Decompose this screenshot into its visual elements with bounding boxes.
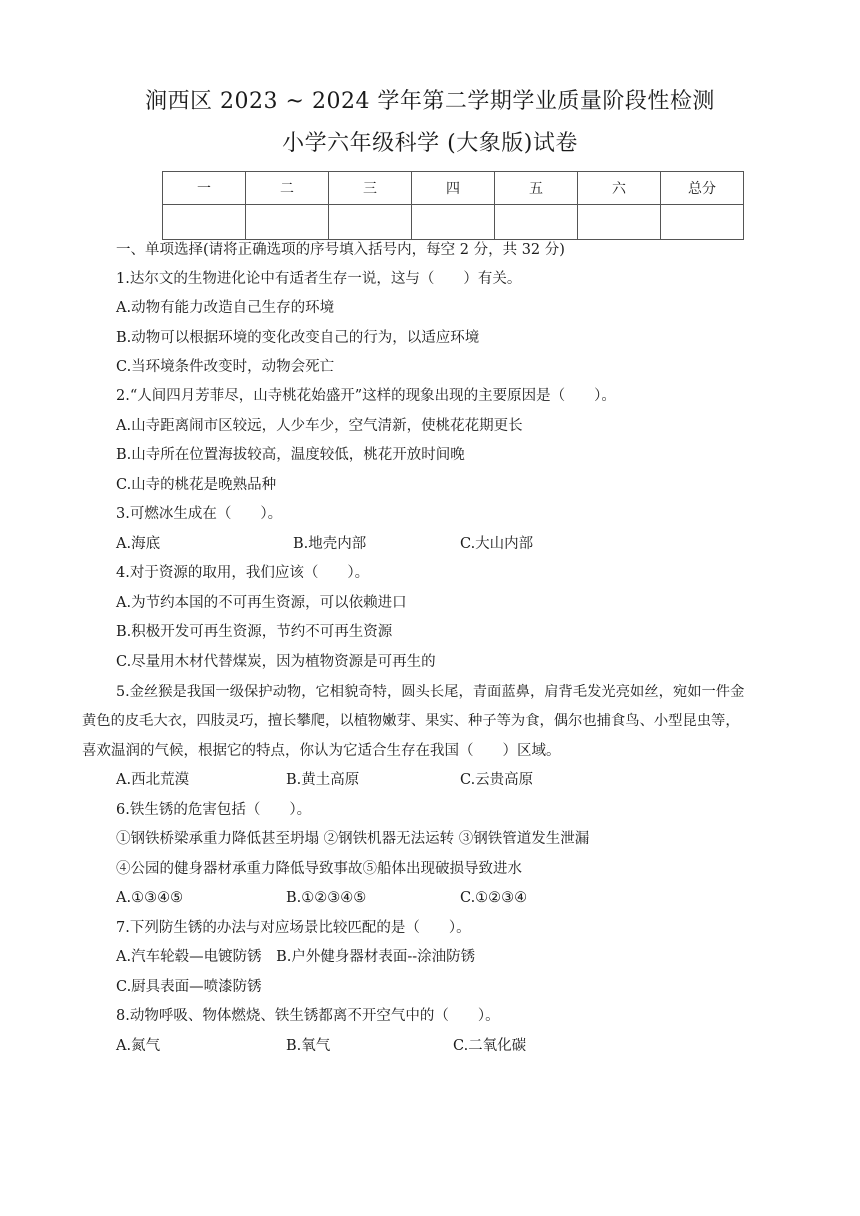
question-stem: 1.达尔文的生物进化论中有适者生存一说，这与（ ）有关。 (116, 271, 522, 287)
score-cell (329, 205, 412, 240)
option-a: A.为节约本国的不可再生资源，可以依赖进口 (116, 595, 407, 611)
score-table-header-row (163, 172, 744, 205)
option-b: B.积极开发可再生资源，节约不可再生资源 (116, 624, 393, 640)
option-a: A.海底 (116, 536, 161, 552)
score-cell (163, 205, 246, 240)
option-c: C.①②③④ (460, 890, 528, 906)
option-c: C.尽量用木材代替煤炭，因为植物资源是可再生的 (116, 654, 436, 670)
question-stem: 3.可燃冰生成在（ ）。 (116, 506, 283, 522)
option-a: A.西北荒漠 (116, 772, 190, 788)
score-table (162, 171, 744, 240)
option-b: B.氧气 (286, 1038, 331, 1054)
option-c: C.大山内部 (460, 536, 534, 552)
exam-subtitle: 小学六年级科学 (大象版)试卷 (282, 131, 578, 156)
option-c: C.当环境条件改变时，动物会死亡 (116, 359, 335, 375)
score-col-total: 总分 (661, 172, 744, 205)
score-table-blank-row (163, 205, 744, 240)
option-a: A.动物有能力改造自己生存的环境 (116, 300, 335, 316)
option-c: C.厨具表面—喷漆防锈 (116, 979, 262, 995)
question-stem: 4.对于资源的取用，我们应该（ ）。 (116, 565, 370, 581)
option-c: C.二氧化碳 (453, 1038, 527, 1054)
score-col-2: 二 (246, 172, 329, 205)
question-stem: 7.下列防生锈的办法与对应场景比较匹配的是（ ）。 (116, 920, 471, 936)
question-items: ④公园的健身器材承重力降低导致事故⑤船体出现破损导致进水 (116, 861, 522, 877)
option-b: B.①②③④⑤ (286, 890, 367, 906)
score-col-3: 三 (329, 172, 412, 205)
question-stem-cont: 黄色的皮毛大衣，四肢灵巧，擅长攀爬，以植物嫩芽、果实、种子等为食，偶尔也捕食鸟、小型昆虫等， (82, 713, 740, 729)
exam-title: 涧西区 2023 ~ 2024 学年第二学期学业质量阶段性检测 (145, 89, 715, 114)
question-items: ①钢铁桥梁承重力降低甚至坍塌 ②钢铁机器无法运转 ③钢铁管道发生泄漏 (116, 831, 590, 847)
question-stem: 2.“人间四月芳菲尽，山寺桃花始盛开”这样的现象出现的主要原因是（ ）。 (116, 388, 616, 404)
option-b: B.地壳内部 (293, 536, 367, 552)
option-c: C.云贵高原 (460, 772, 534, 788)
question-stem-cont: 喜欢温润的气候，根据它的特点，你认为它适合生存在我国（ ）区域。 (82, 743, 561, 759)
score-cell (578, 205, 661, 240)
score-cell (412, 205, 495, 240)
score-cell (495, 205, 578, 240)
option-b: B.黄土高原 (286, 772, 360, 788)
option-a: A.氮气 (116, 1038, 161, 1054)
score-col-5: 五 (495, 172, 578, 205)
option-a: A.山寺距离闹市区较远，人少车少，空气清新，使桃花花期更长 (116, 418, 523, 434)
option-c: C.山寺的桃花是晚熟品种 (116, 477, 277, 493)
score-col-6: 六 (578, 172, 661, 205)
question-stem: 8.动物呼吸、物体燃烧、铁生锈都离不开空气中的（ ）。 (116, 1008, 500, 1024)
option-a: A.①③④⑤ (116, 890, 184, 906)
score-cell (246, 205, 329, 240)
score-col-1: 一 (163, 172, 246, 205)
option-b: B.山寺所在位置海拔较高，温度较低，桃花开放时间晚 (116, 447, 465, 463)
option-a-b: A.汽车轮毂—电镀防锈 B.户外健身器材表面--涂油防锈 (116, 949, 476, 965)
section-heading: 一、单项选择(请将正确选项的序号填入括号内，每空 2 分，共 32 分) (116, 242, 565, 258)
option-b: B.动物可以根据环境的变化改变自己的行为，以适应环境 (116, 330, 480, 346)
question-stem: 5.金丝猴是我国一级保护动物，它相貌奇特，圆头长尾，青面蓝鼻，肩背毛发光亮如丝，宛如一件金 (116, 684, 745, 700)
question-stem: 6.铁生锈的危害包括（ ）。 (116, 802, 312, 818)
score-cell (661, 205, 744, 240)
score-col-4: 四 (412, 172, 495, 205)
